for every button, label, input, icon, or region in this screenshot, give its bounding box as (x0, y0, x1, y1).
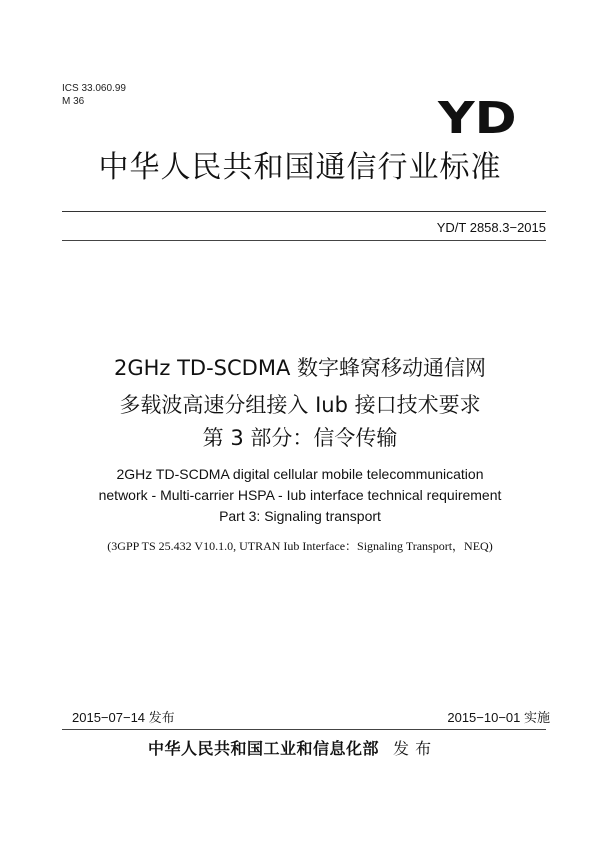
english-title-line-2: network - Multi-carrier HSPA - Iub interface technical requirement (98, 487, 502, 503)
chinese-title-line-1: 2GHz TD-SCDMA 数字蜂窝移动通信网 (113, 356, 487, 380)
yd-logo: YD (438, 93, 517, 144)
issuing-authority (148, 738, 432, 760)
chinese-title-line-3: 第 3 部分：信令传输 (202, 426, 398, 450)
english-title-line-1: 2GHz TD-SCDMA digital cellular mobile telecommunication (116, 466, 484, 482)
equivalence-note: (3GPP TS 25.432 V10.1.0, UTRAN Iub Interface：Signaling Transport，NEQ) (107, 539, 493, 553)
number-divider (62, 240, 546, 241)
english-title-line-3: Part 3: Signaling transport (219, 508, 381, 524)
top-divider (62, 211, 546, 212)
issue-date: 2015−07−14 发布 (72, 710, 175, 725)
ics-code: ICS 33.060.99 (62, 83, 126, 94)
standard-number: YD/T 2858.3−2015 (436, 220, 546, 235)
implementation-date: 2015−10−01 实施 (447, 710, 550, 725)
standard-category-title: 中华人民共和国通信行业标准 (98, 150, 502, 185)
classification-block (62, 82, 126, 108)
classification-code: M 36 (62, 96, 85, 107)
issuer-suffix: 发 布 (393, 739, 432, 758)
issuer-name: 中华人民共和国工业和信息化部 (148, 739, 380, 758)
bottom-divider (62, 729, 546, 730)
chinese-title-line-2: 多载波高速分组接入 Iub 接口技术要求 (119, 393, 481, 417)
